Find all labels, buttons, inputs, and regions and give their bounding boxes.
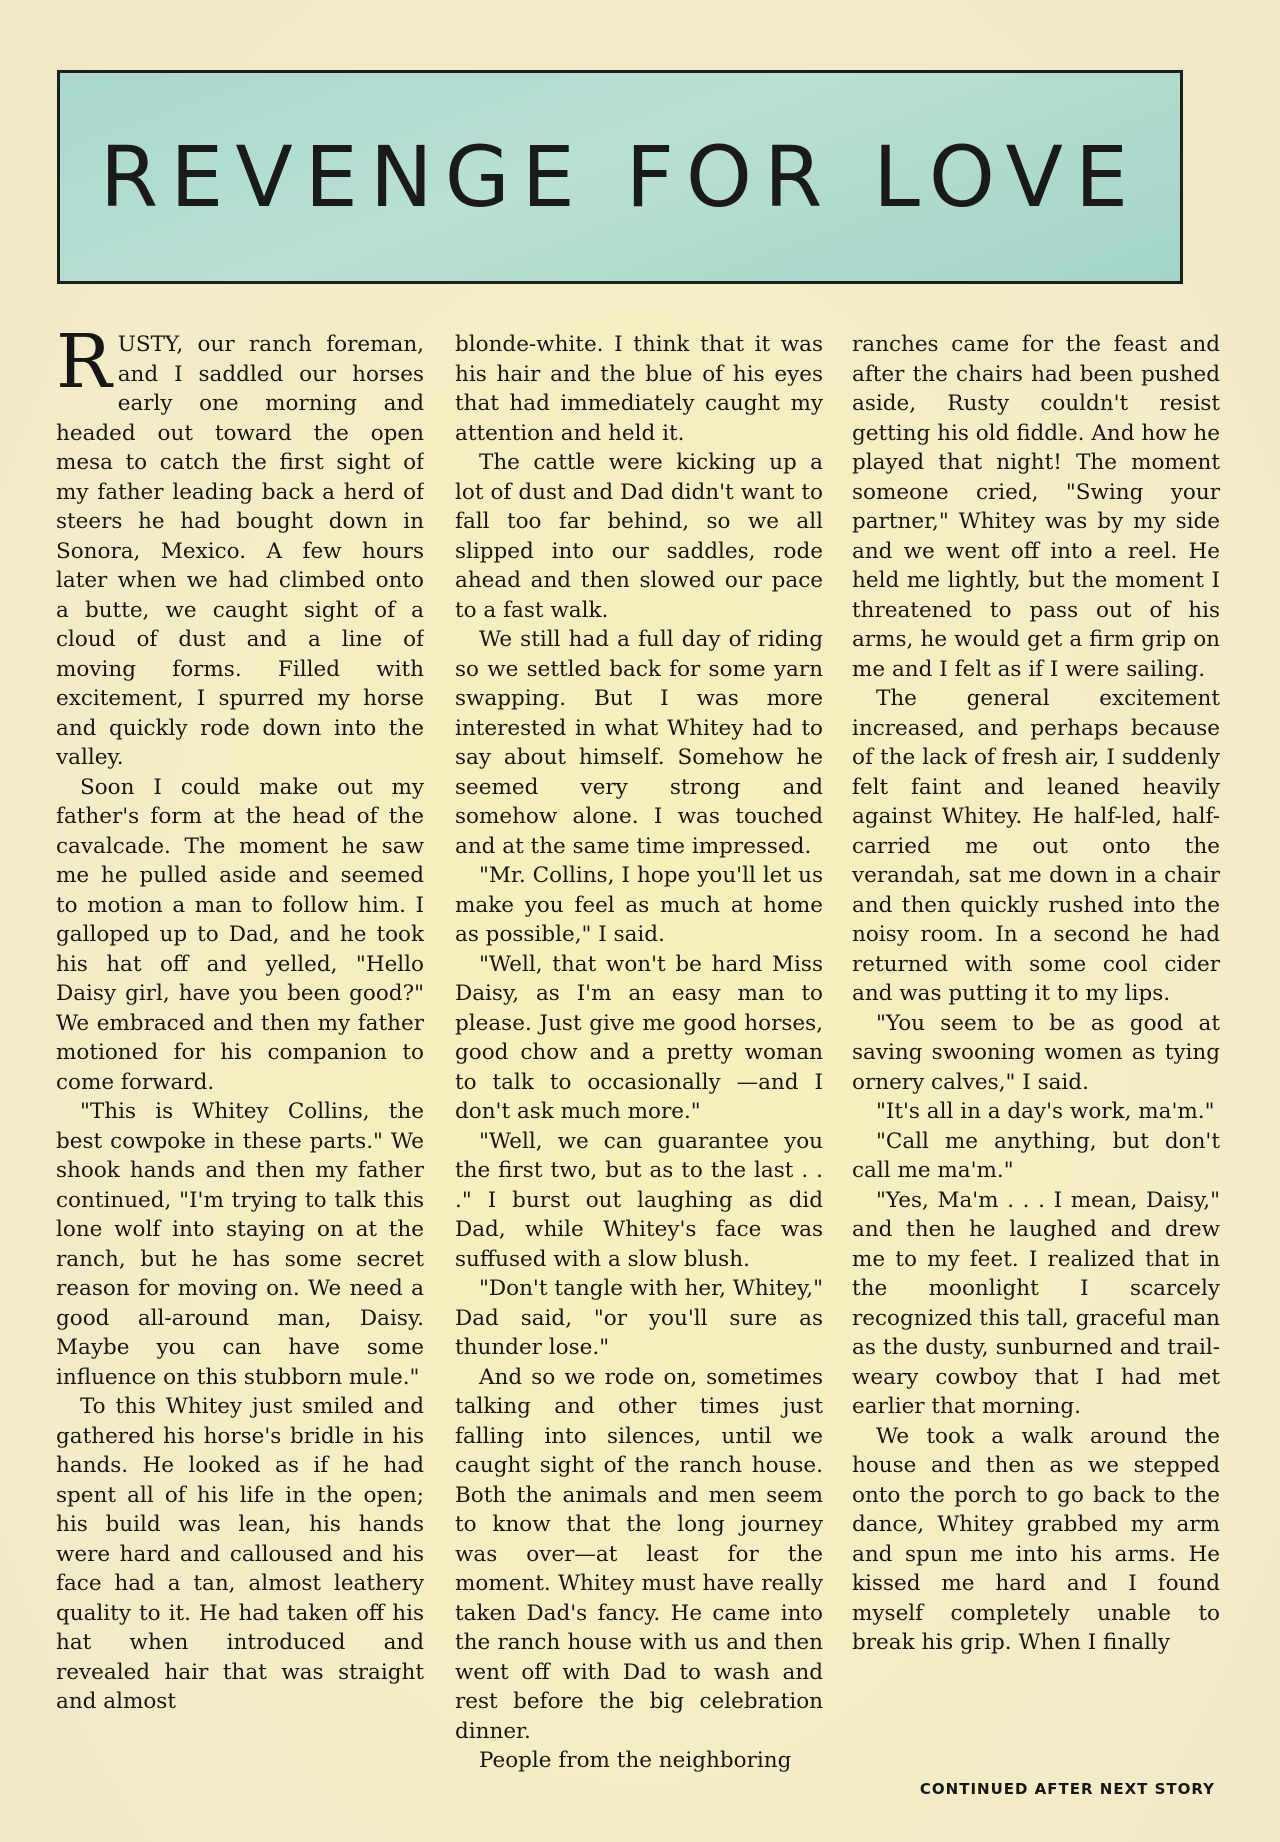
paragraph: We took a walk around the house and then as we stepped onto the porch to go back to the dance, Whitey grabbed my arm and spun me into his arms. He kissed me hard and I found myself completely unable to break his grip. When I finally: [852, 1423, 1220, 1655]
column-3: [852, 330, 1220, 1790]
paragraph: "Yes, Ma'm . . . I mean, Daisy," and then he laughed and drew me to my feet. I realized that in the moonlight I scarcely recognized this tall, graceful man as the dusty, sunburned and trail-weary cowboy that I had met earlier that morning.: [852, 1187, 1220, 1419]
paragraph: The general excitement increased, and perhaps because of the lack of fresh air, I suddenly felt faint and leaned heavily against Whitey. He half-led, half-carried me out onto the verandah, sat me down in a chair and then quickly rushed into the noisy room. In a second he had returned with some cool cider and was putting it to my lips.: [852, 686, 1220, 1006]
paragraph: "Well, we can guarantee you the first two, but as to the last . . ." I burst out laughing as did Dad, while Whitey's face was suffused with a slow blush.: [455, 1128, 823, 1272]
paragraph: The cattle were kicking up a lot of dust and Dad didn't want to fall too far behind, so we all slipped into our saddles, rode ahead and then slowed our pace to a fast walk.: [455, 450, 823, 623]
paragraph: And so we rode on, sometimes talking and other times just falling into silences, until we caught sight of the ranch house. Both the animals and men seem to know that the long journey was over—at least for the moment. Whitey must have really taken Dad's fancy. He came into the ranch house with us and then went off with Dad to wash and rest before the big celebration dinner.: [455, 1364, 823, 1744]
title-banner: [57, 70, 1183, 284]
column-1: [56, 330, 424, 1790]
story-title: REVENGE FOR LOVE: [99, 128, 1141, 226]
paragraph: RUSTY, our ranch foreman, and I saddled our horses early one morning and headed out toward the open mesa to catch the first sight of my father leading back a herd of steers he had bought down in Sonora, Mexico. A few hours later when we had climbed onto a butte, we caught sight of a cloud of dust and a line of moving forms. Filled with excitement, I spurred my horse and quickly rode down into the valley.: [56, 330, 424, 770]
paragraph: "It's all in a day's work, ma'm.": [876, 1099, 1215, 1124]
text-columns: [56, 330, 1220, 1790]
paragraph: "You seem to be as good at saving swooning women as tying ornery calves," I said.: [852, 1010, 1220, 1095]
paragraph: "Call me anything, but don't call me ma'm.": [852, 1128, 1220, 1183]
paragraph: "Don't tangle with her, Whitey," Dad said, "or you'll sure as thunder lose.": [455, 1276, 823, 1360]
paragraph: We still had a full day of riding so we settled back for some yarn swapping. But I was more interested in what Whitey had to say about himself. Somehow he seemed very strong and somehow alone. I was touched and at the same time impressed.: [455, 627, 823, 859]
paragraph: Soon I could make out my father's form at the head of the cavalcade. The moment he saw me he pulled aside and seemed to motion a man to follow him. I galloped up to Dad, and he took his hat off and yelled, "Hello Daisy girl, have you been good?" We embraced and then my father motioned for his companion to come forward.: [56, 774, 424, 1095]
drop-cap: R: [56, 330, 112, 405]
paragraph: To this Whitey just smiled and gathered his horse's bridle in his hands. He looked as if he had spent all of his life in the open; his build was lean, his hands were hard and calloused and his face had a tan, almost leathery quality to it. He had taken off his hat when introduced and revealed hair that was straight and almost: [56, 1394, 424, 1714]
paragraph: People from the neighboring: [479, 1748, 792, 1773]
paragraph: ranches came for the feast and after the chairs had been pushed aside, Rusty couldn't resist getting his old fiddle. And how he played that night! The moment someone cried, "Swing your partner," Whitey was by my side and we went off into a reel. He held me lightly, but the moment I threatened to pass out of his arms, he would get a firm grip on me and I felt as if I were sailing.: [852, 332, 1220, 682]
paragraph: "Well, that won't be hard Miss Daisy, as I'm an easy man to please. Just give me good horses, good chow and a pretty woman to talk to occasionally —and I don't ask much more.": [455, 951, 823, 1124]
continued-note: CONTINUED AFTER NEXT STORY: [919, 1780, 1215, 1798]
paragraph: "This is Whitey Collins, the best cowpoke in these parts." We shook hands and then my father continued, "I'm trying to talk this lone wolf into staying on at the ranch, but he has some secret reason for moving on. We need a good all-around man, Daisy. Maybe you can have some influence on this stubborn mule.": [56, 1099, 424, 1390]
paragraph: blonde-white. I think that it was his hair and the blue of his eyes that had immediately caught my attention and held it.: [455, 332, 823, 446]
paragraph: "Mr. Collins, I hope you'll let us make you feel as much at home as possible," I said.: [455, 863, 823, 947]
column-2: [455, 330, 823, 1790]
